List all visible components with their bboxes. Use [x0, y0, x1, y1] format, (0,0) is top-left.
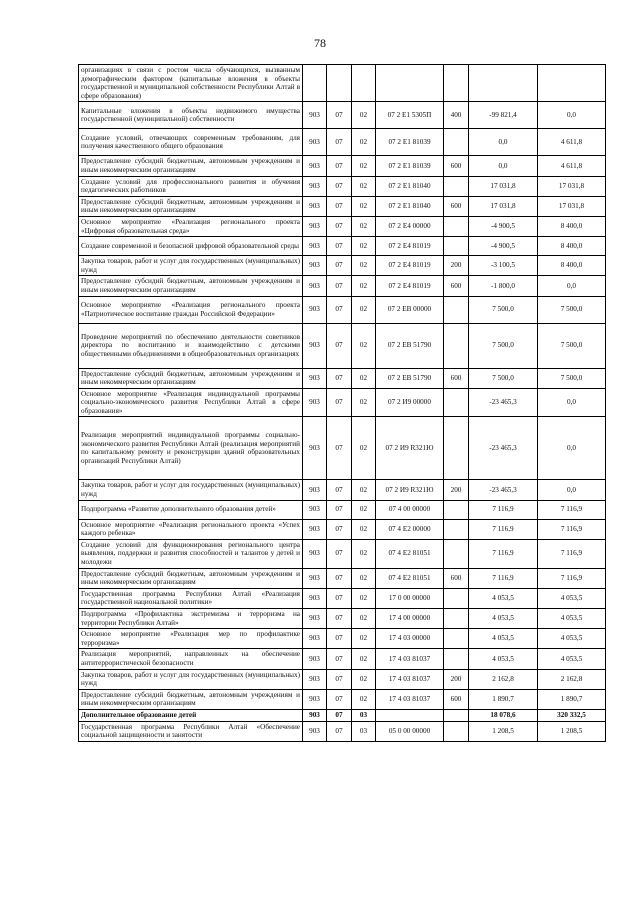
row-name-cell: Подпрограмма «Профилактика экстремизма и терроризма на территории Республики Алтай»	[79, 609, 303, 629]
table-row	[79, 721, 606, 741]
section-cell: 07	[327, 129, 352, 156]
section-cell: 07	[327, 669, 352, 689]
amount-change-cell: 0,0	[469, 129, 538, 156]
amount-change-cell: 7 500,0	[469, 323, 538, 368]
admin-code-cell: 903	[303, 669, 327, 689]
target-article-cell: 17 4 03 81037	[376, 649, 444, 669]
expense-type-cell	[444, 629, 469, 649]
amount-change-cell: 18 078,6	[469, 709, 538, 721]
subsection-cell: 02	[352, 629, 376, 649]
admin-code-cell: 903	[303, 417, 327, 480]
section-cell: 07	[327, 176, 352, 196]
subsection-cell: 02	[352, 129, 376, 156]
amount-change-cell: -4 900,5	[469, 216, 538, 236]
amount-change-cell: -3 100,5	[469, 256, 538, 276]
target-article-cell: 07 2 E1 5305П	[376, 102, 444, 129]
table-row	[79, 65, 606, 102]
section-cell: 07	[327, 568, 352, 588]
admin-code-cell: 903	[303, 156, 327, 176]
table-row	[79, 629, 606, 649]
subsection-cell: 02	[352, 669, 376, 689]
expense-type-cell	[444, 417, 469, 480]
target-article-cell: 07 2 И9 00000	[376, 388, 444, 417]
subsection-cell: 02	[352, 176, 376, 196]
budget-table	[78, 64, 606, 742]
table-row	[79, 196, 606, 216]
expense-type-cell: 600	[444, 156, 469, 176]
admin-code-cell: 903	[303, 539, 327, 568]
section-cell	[327, 65, 352, 102]
amount-change-cell: 4 053,5	[469, 609, 538, 629]
expense-type-cell	[444, 176, 469, 196]
amount-total-cell: 7 500,0	[538, 323, 606, 368]
subsection-cell: 02	[352, 296, 376, 323]
table-row	[79, 609, 606, 629]
table-row	[79, 176, 606, 196]
admin-code-cell: 903	[303, 689, 327, 709]
row-name-cell: Государственная программа Республики Алтай «Реализация государственной национальной политики»	[79, 588, 303, 608]
admin-code-cell: 903	[303, 237, 327, 256]
amount-total-cell: 7 116,9	[538, 568, 606, 588]
amount-change-cell: -99 821,4	[469, 102, 538, 129]
amount-total-cell: 0,0	[538, 417, 606, 480]
expense-type-cell: 400	[444, 102, 469, 129]
subsection-cell: 02	[352, 323, 376, 368]
row-name-cell: Капитальные вложения в объекты недвижимого имущества государственной (муниципальной) собственности	[79, 102, 303, 129]
table-row	[79, 102, 606, 129]
admin-code-cell: 903	[303, 609, 327, 629]
row-name-cell: Государственная программа Республики Алтай «Обеспечение социальной защищенности и занятости	[79, 721, 303, 741]
amount-change-cell: 7 116,9	[469, 539, 538, 568]
amount-total-cell: 0,0	[538, 276, 606, 296]
amount-change-cell: -23 465,3	[469, 388, 538, 417]
amount-change-cell: -23 465,3	[469, 480, 538, 500]
section-cell: 07	[327, 588, 352, 608]
admin-code-cell: 903	[303, 256, 327, 276]
row-name-cell: Дополнительное образование детей	[79, 709, 303, 721]
section-cell: 07	[327, 388, 352, 417]
table-row	[79, 296, 606, 323]
target-article-cell: 17 4 03 81037	[376, 669, 444, 689]
admin-code-cell: 903	[303, 519, 327, 539]
expense-type-cell	[444, 649, 469, 669]
amount-total-cell: 320 332,5	[538, 709, 606, 721]
section-cell: 07	[327, 609, 352, 629]
amount-change-cell: 7 500,0	[469, 296, 538, 323]
amount-change-cell: 4 053,5	[469, 629, 538, 649]
expense-type-cell	[444, 65, 469, 102]
expense-type-cell	[444, 721, 469, 741]
row-name-cell: Закупка товаров, работ и услуг для государственных (муниципальных) нужд	[79, 256, 303, 276]
expense-type-cell	[444, 609, 469, 629]
subsection-cell: 02	[352, 196, 376, 216]
admin-code-cell: 903	[303, 709, 327, 721]
subsection-cell: 02	[352, 417, 376, 480]
admin-code-cell: 903	[303, 649, 327, 669]
expense-type-cell	[444, 588, 469, 608]
subsection-cell: 02	[352, 256, 376, 276]
section-cell: 07	[327, 196, 352, 216]
subsection-cell: 02	[352, 568, 376, 588]
subsection-cell: 02	[352, 519, 376, 539]
table-row	[79, 156, 606, 176]
section-cell: 07	[327, 256, 352, 276]
table-row	[79, 368, 606, 388]
row-name-cell: организациях в связи с ростом числа обучающихся, вызванным демографическим фактором (капитальные вложения в объекты государственной и муниципальной собственности Республики Алтай в сфере образования)	[79, 65, 303, 102]
amount-change-cell: -23 465,3	[469, 417, 538, 480]
expense-type-cell	[444, 709, 469, 721]
subsection-cell: 02	[352, 216, 376, 236]
section-cell: 07	[327, 102, 352, 129]
row-name-cell: Основное мероприятие «Реализация регионального проекта «Цифровая образовательная среда»	[79, 216, 303, 236]
admin-code-cell: 903	[303, 721, 327, 741]
amount-change-cell: -4 900,5	[469, 237, 538, 256]
admin-code-cell: 903	[303, 568, 327, 588]
amount-change-cell: 7 116,9	[469, 568, 538, 588]
amount-total-cell	[538, 65, 606, 102]
amount-total-cell: 1 890,7	[538, 689, 606, 709]
target-article-cell: 07 2 И9 R321Ю	[376, 480, 444, 500]
amount-total-cell: 7 500,0	[538, 296, 606, 323]
target-article-cell: 07 2 EB 00000	[376, 296, 444, 323]
amount-change-cell	[469, 65, 538, 102]
target-article-cell: 07 2 EB 51790	[376, 368, 444, 388]
page-number: 78	[314, 36, 326, 50]
subsection-cell: 02	[352, 539, 376, 568]
row-name-cell: Предоставление субсидий бюджетным, автономным учреждениям и иным некоммерческим организациям	[79, 368, 303, 388]
row-name-cell: Предоставление субсидий бюджетным, автономным учреждениям и иным некоммерческим организациям	[79, 196, 303, 216]
expense-type-cell: 200	[444, 480, 469, 500]
row-name-cell: Предоставление субсидий бюджетным, автономным учреждениям и иным некоммерческим организациям	[79, 156, 303, 176]
table-row	[79, 216, 606, 236]
subsection-cell: 02	[352, 368, 376, 388]
target-article-cell: 17 4 03 00000	[376, 629, 444, 649]
admin-code-cell: 903	[303, 102, 327, 129]
target-article-cell: 07 2 E1 81040	[376, 196, 444, 216]
amount-total-cell: 4 053,5	[538, 588, 606, 608]
table-row	[79, 519, 606, 539]
section-cell: 07	[327, 323, 352, 368]
section-cell: 07	[327, 480, 352, 500]
expense-type-cell	[444, 519, 469, 539]
target-article-cell: 07 2 E4 81019	[376, 237, 444, 256]
amount-total-cell: 7 116,9	[538, 519, 606, 539]
amount-total-cell: 17 031,8	[538, 176, 606, 196]
table-row	[79, 669, 606, 689]
amount-total-cell: 0,0	[538, 388, 606, 417]
target-article-cell: 07 2 E1 81040	[376, 176, 444, 196]
row-name-cell: Основное мероприятие «Реализация мер по профилактике терроризма»	[79, 629, 303, 649]
amount-total-cell: 8 400,0	[538, 256, 606, 276]
row-name-cell: Основное мероприятие «Реализация регионального проекта «Успех каждого ребенка»	[79, 519, 303, 539]
amount-total-cell: 4 053,5	[538, 629, 606, 649]
admin-code-cell: 903	[303, 216, 327, 236]
admin-code-cell: 903	[303, 500, 327, 519]
table-row	[79, 323, 606, 368]
subsection-cell: 02	[352, 689, 376, 709]
expense-type-cell	[444, 323, 469, 368]
subsection-cell: 02	[352, 102, 376, 129]
expense-type-cell: 600	[444, 276, 469, 296]
target-article-cell: 05 0 00 00000	[376, 721, 444, 741]
target-article-cell: 17 4 00 00000	[376, 609, 444, 629]
amount-total-cell: 2 162,8	[538, 669, 606, 689]
expense-type-cell: 600	[444, 368, 469, 388]
amount-total-cell: 1 208,5	[538, 721, 606, 741]
target-article-cell: 07 4 E2 81051	[376, 568, 444, 588]
table-row	[79, 129, 606, 156]
expense-type-cell: 600	[444, 196, 469, 216]
budget-table-body	[79, 65, 606, 742]
row-name-cell: Создание условий, отвечающих современным требованиям, для получения качественного общего образования	[79, 129, 303, 156]
subsection-cell: 03	[352, 709, 376, 721]
admin-code-cell: 903	[303, 368, 327, 388]
table-row	[79, 237, 606, 256]
amount-total-cell: 4 053,5	[538, 609, 606, 629]
target-article-cell	[376, 709, 444, 721]
amount-total-cell: 7 116,9	[538, 539, 606, 568]
section-cell: 07	[327, 721, 352, 741]
amount-total-cell: 8 400,0	[538, 237, 606, 256]
amount-total-cell: 0,0	[538, 480, 606, 500]
admin-code-cell: 903	[303, 629, 327, 649]
amount-total-cell: 4 611,8	[538, 129, 606, 156]
target-article-cell: 07 2 E1 81039	[376, 156, 444, 176]
subsection-cell	[352, 65, 376, 102]
row-name-cell: Создание условий для функционирования регионального центра выявления, поддержки и развития способностей и талантов у детей и молодежи	[79, 539, 303, 568]
table-row	[79, 388, 606, 417]
admin-code-cell: 903	[303, 276, 327, 296]
row-name-cell: Проведение мероприятий по обеспечению деятельности советников директора по воспитанию и взаимодействию с детскими общественными объединениями в общеобразовательных организациях	[79, 323, 303, 368]
expense-type-cell	[444, 500, 469, 519]
amount-change-cell: 7 500,0	[469, 368, 538, 388]
table-row	[79, 709, 606, 721]
target-article-cell: 07 2 E4 81019	[376, 276, 444, 296]
section-cell: 07	[327, 519, 352, 539]
target-article-cell: 07 2 E1 81039	[376, 129, 444, 156]
admin-code-cell: 903	[303, 129, 327, 156]
target-article-cell: 07 4 E2 00000	[376, 519, 444, 539]
row-name-cell: Подпрограмма «Развитие дополнительного образования детей»	[79, 500, 303, 519]
amount-change-cell: 1 208,5	[469, 721, 538, 741]
row-name-cell: Основное мероприятие «Реализация регионального проекта «Патриотическое воспитание граждан Российской Федерации»	[79, 296, 303, 323]
admin-code-cell	[303, 65, 327, 102]
target-article-cell: 17 4 03 81037	[376, 689, 444, 709]
table-row	[79, 276, 606, 296]
amount-total-cell: 0,0	[538, 102, 606, 129]
expense-type-cell: 600	[444, 689, 469, 709]
subsection-cell: 02	[352, 609, 376, 629]
expense-type-cell: 200	[444, 256, 469, 276]
table-row	[79, 689, 606, 709]
section-cell: 07	[327, 500, 352, 519]
amount-total-cell: 4 611,8	[538, 156, 606, 176]
target-article-cell: 07 2 E4 81019	[376, 256, 444, 276]
expense-type-cell: 600	[444, 568, 469, 588]
subsection-cell: 02	[352, 388, 376, 417]
section-cell: 07	[327, 649, 352, 669]
admin-code-cell: 903	[303, 176, 327, 196]
amount-total-cell: 17 031,8	[538, 196, 606, 216]
subsection-cell: 02	[352, 156, 376, 176]
section-cell: 07	[327, 276, 352, 296]
subsection-cell: 02	[352, 588, 376, 608]
section-cell: 07	[327, 417, 352, 480]
subsection-cell: 02	[352, 500, 376, 519]
section-cell: 07	[327, 709, 352, 721]
expense-type-cell	[444, 296, 469, 323]
row-name-cell: Реализация мероприятий, направленных на обеспечение антитеррористической безопасности	[79, 649, 303, 669]
expense-type-cell	[444, 216, 469, 236]
table-row	[79, 539, 606, 568]
row-name-cell: Создание современной и безопасной цифровой образовательной среды	[79, 237, 303, 256]
amount-change-cell: 17 031,8	[469, 176, 538, 196]
amount-total-cell: 8 400,0	[538, 216, 606, 236]
table-row	[79, 256, 606, 276]
target-article-cell: 17 0 00 00000	[376, 588, 444, 608]
admin-code-cell: 903	[303, 323, 327, 368]
table-row	[79, 588, 606, 608]
admin-code-cell: 903	[303, 588, 327, 608]
section-cell: 07	[327, 368, 352, 388]
section-cell: 07	[327, 296, 352, 323]
table-row	[79, 568, 606, 588]
subsection-cell: 02	[352, 237, 376, 256]
admin-code-cell: 903	[303, 196, 327, 216]
expense-type-cell	[444, 129, 469, 156]
subsection-cell: 02	[352, 480, 376, 500]
target-article-cell: 07 2 И9 R321Ю	[376, 417, 444, 480]
row-name-cell: Закупка товаров, работ и услуг для государственных (муниципальных) нужд	[79, 669, 303, 689]
table-row	[79, 500, 606, 519]
row-name-cell: Предоставление субсидий бюджетным, автономным учреждениям и иным некоммерческим организациям	[79, 568, 303, 588]
expense-type-cell	[444, 539, 469, 568]
expense-type-cell: 200	[444, 669, 469, 689]
table-row	[79, 480, 606, 500]
section-cell: 07	[327, 539, 352, 568]
admin-code-cell: 903	[303, 480, 327, 500]
amount-change-cell: 1 890,7	[469, 689, 538, 709]
expense-type-cell	[444, 237, 469, 256]
row-name-cell: Предоставление субсидий бюджетным, автономным учреждениям и иным некоммерческим организациям	[79, 276, 303, 296]
row-name-cell: Реализация мероприятий индивидуальной программы социально-экономического развития Республики Алтай (реализация мероприятий по капитальному ремонту и реконструкции зданий образовательных организаций Республики Алтай)	[79, 417, 303, 480]
amount-change-cell: 2 162,8	[469, 669, 538, 689]
amount-total-cell: 7 500,0	[538, 368, 606, 388]
section-cell: 07	[327, 629, 352, 649]
table-row	[79, 417, 606, 480]
target-article-cell: 07 2 EB 51790	[376, 323, 444, 368]
target-article-cell	[376, 65, 444, 102]
row-name-cell: Основное мероприятие «Реализация индивидуальной программы социально-экономического развития Республики Алтай в сфере образования»	[79, 388, 303, 417]
row-name-cell: Предоставление субсидий бюджетным, автономным учреждениям и иным некоммерческим организациям	[79, 689, 303, 709]
table-row	[79, 649, 606, 669]
amount-change-cell: 17 031,8	[469, 196, 538, 216]
amount-total-cell: 7 116,9	[538, 500, 606, 519]
subsection-cell: 02	[352, 276, 376, 296]
row-name-cell: Закупка товаров, работ и услуг для государственных (муниципальных) нужд	[79, 480, 303, 500]
amount-change-cell: 7 116,9	[469, 500, 538, 519]
target-article-cell: 07 4 00 00000	[376, 500, 444, 519]
section-cell: 07	[327, 237, 352, 256]
subsection-cell: 02	[352, 649, 376, 669]
section-cell: 07	[327, 689, 352, 709]
subsection-cell: 03	[352, 721, 376, 741]
expense-type-cell	[444, 388, 469, 417]
amount-change-cell: -1 800,0	[469, 276, 538, 296]
amount-total-cell: 4 053,5	[538, 649, 606, 669]
admin-code-cell: 903	[303, 388, 327, 417]
amount-change-cell: 7 116,9	[469, 519, 538, 539]
amount-change-cell: 4 053,5	[469, 649, 538, 669]
admin-code-cell: 903	[303, 296, 327, 323]
section-cell: 07	[327, 156, 352, 176]
section-cell: 07	[327, 216, 352, 236]
amount-change-cell: 0,0	[469, 156, 538, 176]
amount-change-cell: 4 053,5	[469, 588, 538, 608]
target-article-cell: 07 2 E4 00000	[376, 216, 444, 236]
target-article-cell: 07 4 E2 81051	[376, 539, 444, 568]
row-name-cell: Создание условий для профессионального развития и обучения педагогических работников	[79, 176, 303, 196]
